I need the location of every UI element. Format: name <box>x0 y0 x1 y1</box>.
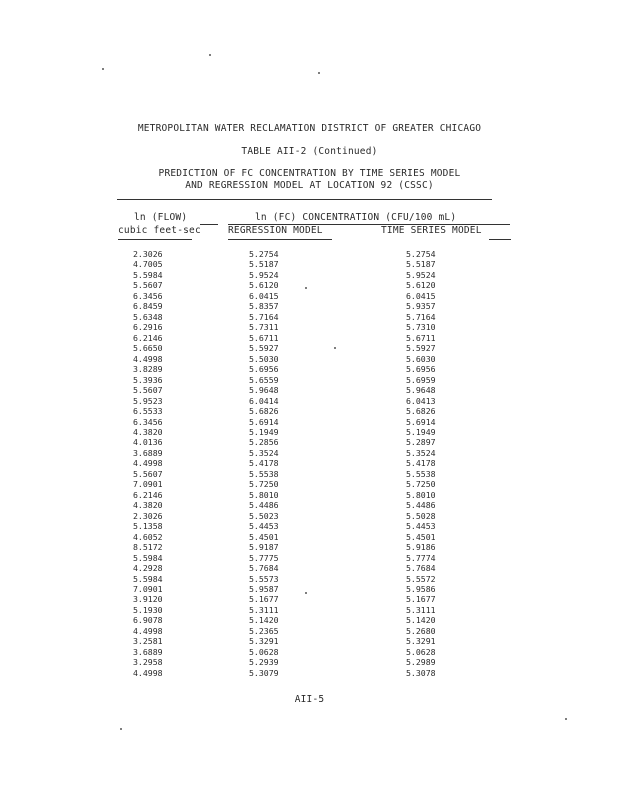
regression-value-cell: 6.0414 <box>249 395 279 406</box>
timeseries-value-cell: 5.9648 <box>406 385 436 396</box>
timeseries-value-cell: 5.5572 <box>406 573 436 584</box>
flow-value-cell: 4.4998 <box>133 458 163 469</box>
flow-value-cell: 4.3820 <box>133 500 163 511</box>
regression-value-cell: 5.5187 <box>249 259 279 270</box>
timeseries-value-cell: 5.5538 <box>406 468 436 479</box>
timeseries-value-cell: 5.9524 <box>406 269 436 280</box>
regression-value-cell: 5.4178 <box>249 458 279 469</box>
timeseries-value-cell: 5.6120 <box>406 280 436 291</box>
page-number: AII-5 <box>294 694 325 705</box>
header-flow-line-2: cubic feet-sec <box>118 225 201 236</box>
flow-value-cell: 6.2146 <box>133 489 163 500</box>
flow-value-cell: 6.3456 <box>133 416 163 427</box>
regression-value-cell: 5.2939 <box>249 657 279 668</box>
flow-value-cell: 6.8459 <box>133 301 163 312</box>
timeseries-value-cell: 5.8010 <box>406 489 436 500</box>
scan-speck <box>102 68 104 70</box>
timeseries-value-cell: 5.6956 <box>406 364 436 375</box>
flow-value-cell: 4.4998 <box>133 625 163 636</box>
scan-speck <box>305 592 307 594</box>
subtitle-line-2: AND REGRESSION MODEL AT LOCATION 92 (CSSC) <box>185 180 434 191</box>
regression-value-cell: 5.5927 <box>249 343 279 354</box>
regression-value-cell: 5.1420 <box>249 615 279 626</box>
timeseries-value-cell: 5.6711 <box>406 332 436 343</box>
flow-value-cell: 4.7005 <box>133 259 163 270</box>
regression-value-cell: 5.9187 <box>249 542 279 553</box>
timeseries-value-cell: 5.6826 <box>406 406 436 417</box>
regression-value-cell: 5.9524 <box>249 269 279 280</box>
flow-value-cell: 7.0901 <box>133 479 163 490</box>
timeseries-value-cell: 5.7684 <box>406 563 436 574</box>
regression-value-cell: 5.3291 <box>249 636 279 647</box>
regression-value-cell: 5.1677 <box>249 594 279 605</box>
regression-value-cell: 5.5573 <box>249 573 279 584</box>
timeseries-value-cell: 5.6959 <box>406 374 436 385</box>
timeseries-value-cell: 5.7310 <box>406 322 436 333</box>
flow-value-cell: 3.6889 <box>133 447 163 458</box>
timeseries-value-cell: 5.5028 <box>406 510 436 521</box>
regression-value-cell: 5.0628 <box>249 646 279 657</box>
regression-value-cell: 5.4453 <box>249 521 279 532</box>
regression-value-cell: 5.3111 <box>249 604 279 615</box>
regression-value-cell: 5.6914 <box>249 416 279 427</box>
regression-value-cell: 5.9587 <box>249 584 279 594</box>
flow-value-cell: 4.2928 <box>133 563 163 574</box>
header-top-rule <box>117 199 492 200</box>
flow-value-cell: 4.4998 <box>133 353 163 364</box>
flow-value-cell: 6.2146 <box>133 332 163 343</box>
timeseries-column <box>406 249 436 678</box>
flow-value-cell: 2.3026 <box>133 510 163 521</box>
scan-speck <box>209 54 211 56</box>
timeseries-value-cell: 5.9186 <box>406 542 436 553</box>
scan-speck <box>318 72 320 74</box>
regression-value-cell: 5.6120 <box>249 280 279 291</box>
regression-value-cell: 5.7311 <box>249 322 279 333</box>
timeseries-value-cell: 5.9357 <box>406 301 436 312</box>
timeseries-value-cell: 5.2989 <box>406 657 436 668</box>
flow-value-cell: 4.6052 <box>133 531 163 542</box>
timeseries-value-cell: 5.7164 <box>406 311 436 322</box>
flow-value-cell: 5.1358 <box>133 521 163 532</box>
flow-value-cell: 3.2581 <box>133 636 163 647</box>
flow-value-cell: 5.5984 <box>133 552 163 563</box>
flow-value-cell: 7.0901 <box>133 584 163 594</box>
timeseries-value-cell: 5.3078 <box>406 667 436 678</box>
flow-value-cell: 5.1930 <box>133 604 163 615</box>
regression-value-cell: 5.6826 <box>249 406 279 417</box>
flow-value-cell: 3.6889 <box>133 646 163 657</box>
regression-value-cell: 5.6711 <box>249 332 279 343</box>
timeseries-value-cell: 6.0413 <box>406 395 436 406</box>
header-concentration: ln (FC) CONCENTRATION (CFU/100 mL) <box>255 212 457 223</box>
regression-column <box>249 249 279 678</box>
regression-value-cell: 5.7684 <box>249 563 279 574</box>
flow-value-cell: 4.3820 <box>133 426 163 437</box>
header-flow-rule-short <box>200 224 218 225</box>
timeseries-value-cell: 5.1677 <box>406 594 436 605</box>
header-flow-line-1: ln (FLOW) <box>134 212 188 223</box>
flow-value-cell: 5.3936 <box>133 374 163 385</box>
timeseries-value-cell: 5.6914 <box>406 416 436 427</box>
document-title: METROPOLITAN WATER RECLAMATION DISTRICT OF GREATER CHICAGO <box>137 123 482 134</box>
flow-value-cell: 6.3456 <box>133 290 163 301</box>
flow-value-cell: 6.2916 <box>133 322 163 333</box>
header-flow-underline <box>118 239 192 240</box>
header-regression: REGRESSION MODEL <box>228 225 323 236</box>
timeseries-value-cell: 5.0628 <box>406 646 436 657</box>
scan-speck <box>305 287 307 289</box>
regression-value-cell: 5.8357 <box>249 301 279 312</box>
regression-value-cell: 5.6559 <box>249 374 279 385</box>
header-right-rule <box>489 239 511 240</box>
regression-value-cell: 5.7775 <box>249 552 279 563</box>
regression-value-cell: 5.2365 <box>249 625 279 636</box>
flow-value-cell: 5.9523 <box>133 395 163 406</box>
regression-value-cell: 5.2856 <box>249 437 279 448</box>
timeseries-value-cell: 6.0415 <box>406 290 436 301</box>
timeseries-value-cell: 5.3291 <box>406 636 436 647</box>
flow-value-cell: 3.9120 <box>133 594 163 605</box>
header-regression-underline <box>228 239 332 240</box>
flow-value-cell: 3.2958 <box>133 657 163 668</box>
timeseries-value-cell: 5.2680 <box>406 625 436 636</box>
flow-value-cell: 5.5607 <box>133 385 163 396</box>
regression-value-cell: 5.3524 <box>249 447 279 458</box>
timeseries-value-cell: 5.1420 <box>406 615 436 626</box>
timeseries-value-cell: 5.5927 <box>406 343 436 354</box>
regression-value-cell: 5.2754 <box>249 249 279 259</box>
timeseries-value-cell: 5.5187 <box>406 259 436 270</box>
regression-value-cell: 5.5030 <box>249 353 279 364</box>
flow-value-cell: 5.5607 <box>133 468 163 479</box>
table-label: TABLE AII-2 (Continued) <box>241 146 378 157</box>
regression-value-cell: 5.9648 <box>249 385 279 396</box>
timeseries-value-cell: 5.4486 <box>406 500 436 511</box>
flow-value-cell: 5.6348 <box>133 311 163 322</box>
regression-value-cell: 5.6956 <box>249 364 279 375</box>
flow-value-cell: 5.5984 <box>133 269 163 280</box>
regression-value-cell: 5.8010 <box>249 489 279 500</box>
timeseries-value-cell: 5.7250 <box>406 479 436 490</box>
flow-value-cell: 6.9078 <box>133 615 163 626</box>
flow-value-cell: 2.3026 <box>133 249 163 259</box>
regression-value-cell: 5.4486 <box>249 500 279 511</box>
timeseries-value-cell: 5.1949 <box>406 426 436 437</box>
scan-speck <box>565 718 567 720</box>
subtitle-line-1: PREDICTION OF FC CONCENTRATION BY TIME SERIES MODEL <box>158 168 461 179</box>
timeseries-value-cell: 5.6030 <box>406 353 436 364</box>
flow-value-cell: 8.5172 <box>133 542 163 553</box>
timeseries-value-cell: 5.4178 <box>406 458 436 469</box>
timeseries-value-cell: 5.2897 <box>406 437 436 448</box>
regression-value-cell: 6.0415 <box>249 290 279 301</box>
regression-value-cell: 5.5538 <box>249 468 279 479</box>
regression-value-cell: 5.7250 <box>249 479 279 490</box>
flow-value-cell: 5.5984 <box>133 573 163 584</box>
regression-value-cell: 5.7164 <box>249 311 279 322</box>
flow-column <box>133 249 163 678</box>
timeseries-value-cell: 5.9586 <box>406 584 436 594</box>
regression-value-cell: 5.4501 <box>249 531 279 542</box>
timeseries-value-cell: 5.3111 <box>406 604 436 615</box>
flow-value-cell: 6.5533 <box>133 406 163 417</box>
timeseries-value-cell: 5.3524 <box>406 447 436 458</box>
timeseries-value-cell: 5.4501 <box>406 531 436 542</box>
flow-value-cell: 5.5607 <box>133 280 163 291</box>
timeseries-value-cell: 5.7774 <box>406 552 436 563</box>
header-timeseries: TIME SERIES MODEL <box>381 225 482 236</box>
flow-value-cell: 4.0136 <box>133 437 163 448</box>
flow-value-cell: 4.4998 <box>133 667 163 678</box>
scan-speck <box>120 728 122 730</box>
scan-speck <box>334 347 336 349</box>
flow-value-cell: 3.8289 <box>133 364 163 375</box>
regression-value-cell: 5.1949 <box>249 426 279 437</box>
regression-value-cell: 5.5023 <box>249 510 279 521</box>
timeseries-value-cell: 5.2754 <box>406 249 436 259</box>
regression-value-cell: 5.3079 <box>249 667 279 678</box>
flow-value-cell: 5.6650 <box>133 343 163 354</box>
timeseries-value-cell: 5.4453 <box>406 521 436 532</box>
